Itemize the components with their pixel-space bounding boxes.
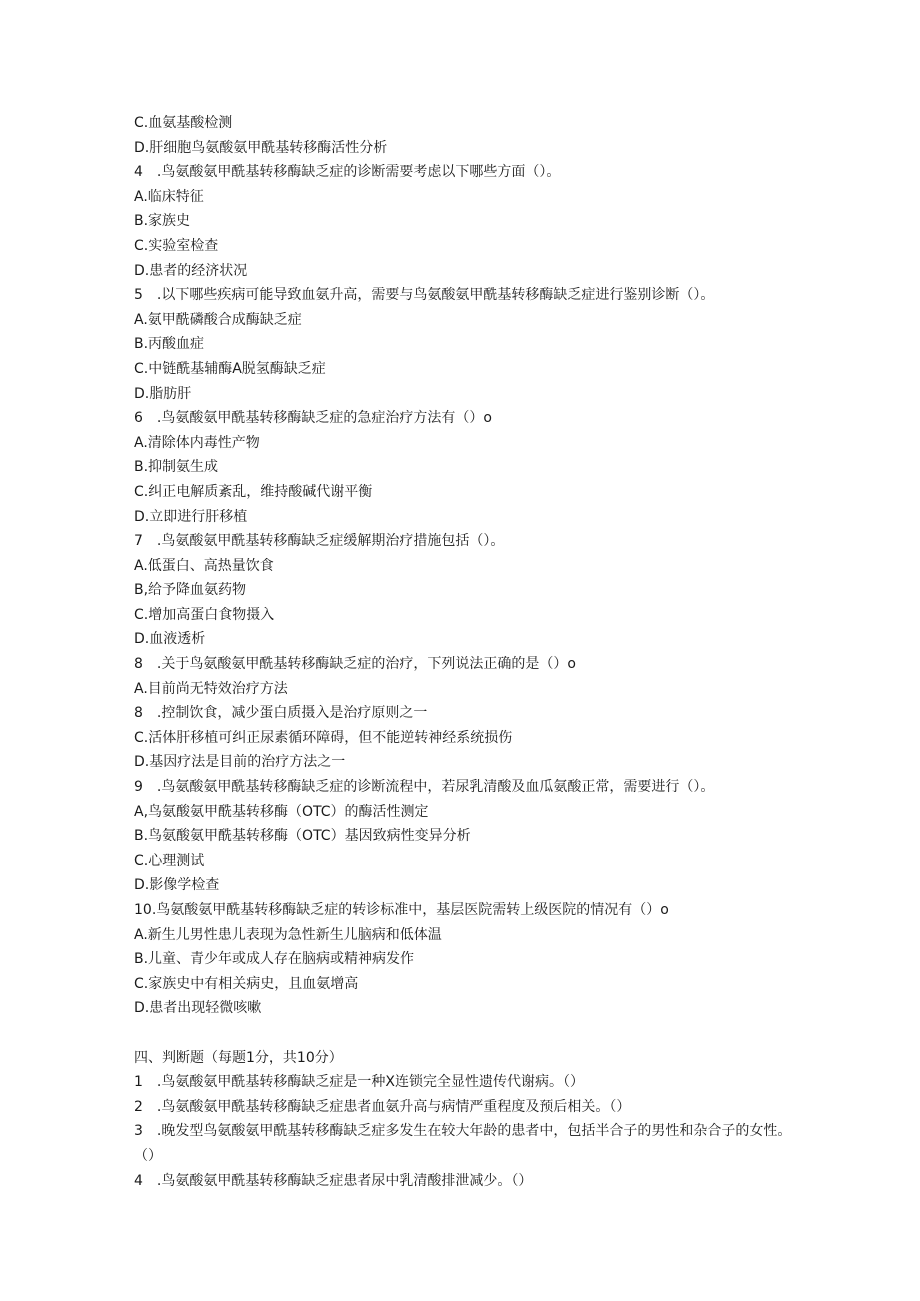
document-page (134, 111, 794, 1193)
question-line: 7 .鸟氨酸氨甲酰基转移酶缺乏症缓解期治疗措施包括（）。 (134, 533, 505, 550)
question-line: 8 .关于鸟氨酸氨甲酰基转移酶缺乏症的治疗，下列说法正确的是（）o (134, 656, 576, 673)
option-line: D.立即进行肝移植 (134, 508, 248, 525)
question-line: 5 .以下哪些疾病可能导致血氨升高，需要与鸟氨酸氨甲酰基转移酶缺乏症进行鉴别诊断（）。 (134, 287, 715, 304)
option-line: 8 .控制饮食，减少蛋白质摄入是治疗原则之一 (134, 705, 428, 722)
option-line: A.临床特征 (134, 188, 204, 205)
option-line: B.鸟氨酸氨甲酰基转移酶（OTC）基因致病性变异分析 (134, 828, 471, 845)
option-line: C.家族史中有相关病史，且血氨增高 (134, 975, 359, 992)
option-line: C.纠正电解质紊乱，维持酸碱代谢平衡 (134, 483, 373, 500)
option-line: B.抑制氨生成 (134, 459, 219, 476)
judge-question-line: 3 .晚发型鸟氨酸氨甲酰基转移酶缺乏症多发生在较大年龄的患者中，包括半合子的男性和杂合子的女性。（） (134, 1123, 792, 1164)
option-line: C.中链酰基辅酶A脱氢酶缺乏症 (134, 360, 326, 377)
section-spacer (134, 1021, 794, 1046)
question-line: 6 .鸟氨酸氨甲酰基转移酶缺乏症的急症治疗方法有（）o (134, 410, 492, 427)
option-line: D.患者出现轻微咳嗽 (134, 1000, 262, 1017)
section-title: 四、判断题（每题1分，共10分） (134, 1049, 343, 1066)
option-line: D.脂肪肝 (134, 385, 192, 402)
option-line: C.实验室检查 (134, 237, 219, 254)
question-line: 9 .鸟氨酸氨甲酰基转移酶缺乏症的诊断流程中，若尿乳清酸及血瓜氨酸正常，需要进行（）。 (134, 779, 715, 796)
judge-question-line: 1 .鸟氨酸氨甲酰基转移酶缺乏症是一种X连锁完全显性遗传代谢病。（） (134, 1074, 584, 1091)
judge-question-line: 4 .鸟氨酸氨甲酰基转移酶缺乏症患者尿中乳清酸排泄减少。（） (134, 1172, 533, 1189)
option-line: B.丙酸血症 (134, 336, 205, 353)
option-line: D.影像学检查 (134, 877, 220, 894)
option-line: A.目前尚无特效治疗方法 (134, 680, 288, 697)
option-line: D.基因疗法是目前的治疗方法之一 (134, 754, 346, 771)
option-line: C.增加高蛋白食物摄入 (134, 606, 275, 623)
option-line: B.儿童、青少年或成人存在脑病或精神病发作 (134, 951, 415, 968)
option-line: B.家族史 (134, 213, 191, 230)
option-line: D.患者的经济状况 (134, 262, 248, 279)
option-line: D.血液透析 (134, 631, 206, 648)
question-line: 4 .鸟氨酸氨甲酰基转移酶缺乏症的诊断需要考虑以下哪些方面（）。 (134, 164, 561, 181)
option-line: C.活体肝移植可纠正尿素循环障碍，但不能逆转神经系统损伤 (134, 729, 513, 746)
option-line: A,鸟氨酸氨甲酰基转移酶（OTC）的酶活性测定 (134, 803, 429, 820)
option-line: A.清除体内毒性产物 (134, 434, 260, 451)
question-line: 10.鸟氨酸氨甲酰基转移酶缺乏症的转诊标准中，基层医院需转上级医院的情况有（）o (134, 902, 669, 918)
option-line: C.心理测试 (134, 852, 205, 869)
option-line: C.血氨基酸检测 (134, 115, 233, 131)
option-line: A.新生儿男性患儿表现为急性新生儿脑病和低体温 (134, 926, 442, 943)
option-line: D.肝细胞鸟氨酸氨甲酰基转移酶活性分析 (134, 139, 388, 156)
judge-question-line: 2 .鸟氨酸氨甲酰基转移酶缺乏症患者血氨升高与病情严重程度及预后相关。（） (134, 1098, 631, 1115)
option-line: A.低蛋白、高热量饮食 (134, 557, 274, 574)
option-line: B,给予降血氨药物 (134, 582, 247, 599)
option-line: A.氨甲酰磷酸合成酶缺乏症 (134, 311, 302, 328)
